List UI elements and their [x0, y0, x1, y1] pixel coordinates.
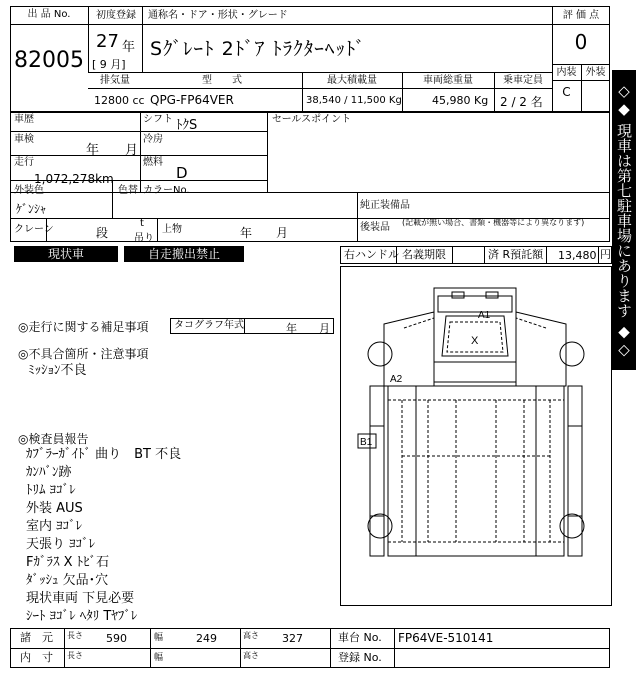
steering: 右ハンドル — [344, 248, 399, 261]
aftermarket-label: 後装品 — [360, 222, 390, 233]
inspector-line: ﾄﾘﾑ ﾖｺﾞﾚ — [26, 483, 76, 498]
divider — [330, 628, 331, 668]
height-label: 高さ — [243, 651, 259, 660]
divider — [157, 218, 158, 242]
divider — [88, 88, 552, 89]
capacity-label: 乗車定員 — [503, 75, 543, 86]
color-value: ｹﾞﾝｼｬ — [16, 202, 47, 216]
divider — [10, 192, 610, 193]
divider — [396, 246, 397, 264]
tacho-label: タコグラフ年式 — [174, 320, 244, 331]
inspector-line: ｶﾌﾞﾗｰｶﾞｲﾄﾞ 曲り BT 不良 — [26, 447, 182, 462]
inspector-line: ｼｰﾄ ﾖｺﾞﾚ ﾍﾀﾘ Tﾔﾌﾞﾚ — [26, 609, 138, 624]
width-value: 249 — [196, 632, 217, 645]
reg-no-label: 登録 No. — [338, 651, 382, 664]
divider — [88, 24, 552, 25]
fuel-label: 燃料 — [143, 157, 163, 168]
gross-weight: 45,980 Kg — [432, 94, 489, 107]
interior-grade: C — [562, 85, 571, 99]
length-label: 長さ — [67, 651, 83, 660]
divider — [112, 180, 113, 218]
divider — [88, 72, 552, 73]
mileage-value: 1,072,278km — [34, 172, 114, 186]
divider — [64, 628, 65, 668]
length-label: 長さ — [67, 631, 83, 640]
crane-stage: 段 — [96, 226, 109, 240]
inspector-line: ｶﾝﾊﾞﾝ跡 — [26, 465, 72, 480]
chassis-value: FP64VE-510141 — [398, 631, 494, 645]
no-self-drive-badge: 自走搬出禁止 — [124, 246, 244, 262]
shift-label: シフト — [143, 114, 173, 125]
height-value: 327 — [282, 632, 303, 645]
inspector-line: 外装 AUS — [26, 501, 83, 516]
divider — [240, 628, 241, 668]
max-load: 38,540 / 11,500 Kg — [306, 95, 402, 106]
inspector-line: ﾀﾞｯｼｭ 欠品･穴 — [26, 573, 109, 588]
name-change-deadline: 名義期限 — [402, 248, 446, 261]
diagram-mark-a2: A2 — [390, 374, 403, 385]
divider — [546, 246, 547, 264]
crane-hang: 吊り — [134, 233, 154, 244]
displacement-label: 排気量 — [100, 75, 130, 86]
type-label: 型 式 — [202, 75, 242, 86]
aftermarket-note: (記載が無い場合、書類・機器等により異なります) — [402, 218, 585, 227]
inspector-line: 現状車両 下見必要 — [26, 591, 135, 606]
diagram-mark-a1: A1 — [478, 310, 491, 321]
fuel-value: D — [176, 164, 188, 182]
interior-label: 内装 — [556, 67, 577, 78]
chassis-label: 車台 No. — [338, 631, 382, 644]
defects-label: ◎不具合箇所・注意事項 — [18, 347, 149, 361]
lot-no-label: 出 品 No. — [27, 9, 71, 20]
recycle-label: 済 R預託額 — [488, 248, 544, 261]
type-value: QPG-FP64VER — [150, 93, 234, 107]
capacity: 2 / 2 名 — [500, 95, 543, 109]
current-car-badge: 現状車 — [14, 246, 118, 262]
color-change-label: 色替 — [118, 185, 138, 196]
sales-point-label: セールスポイント — [272, 114, 352, 125]
divider — [552, 80, 610, 81]
inspection-value: 年 月 — [86, 143, 139, 158]
divider — [10, 155, 267, 156]
first-reg-month: [ 9 月] — [92, 58, 126, 71]
inspector-line: 天張り ﾖｺﾞﾚ — [26, 537, 96, 552]
divider — [244, 318, 245, 334]
divider — [10, 24, 88, 25]
length-value: 590 — [106, 632, 127, 645]
inspector-line: 室内 ﾖｺﾞﾚ — [26, 519, 83, 534]
year-unit: 年 — [122, 40, 136, 55]
divider — [552, 24, 610, 25]
height-label: 高さ — [243, 631, 259, 640]
color-label: 外装色 — [14, 185, 44, 196]
divider — [484, 246, 485, 264]
inspection-label: 車検 — [14, 134, 34, 145]
genuine-equip-label: 純正装備品 — [360, 200, 410, 211]
truck-diagram — [340, 266, 612, 606]
inspector-line: Fｶﾞﾗｽ X ﾄﾋﾞ石 — [26, 555, 110, 570]
crane-ton: t — [140, 218, 144, 229]
grade-label: 評 価 点 — [562, 10, 600, 21]
divider — [10, 648, 610, 649]
lot-no: 82005 — [14, 48, 84, 73]
grade-value: 0 — [574, 30, 588, 54]
divider — [10, 131, 267, 132]
yen-label: 円 — [600, 248, 611, 261]
ac-label: 冷房 — [143, 134, 163, 145]
width-label: 幅 — [154, 653, 164, 663]
divider — [88, 6, 89, 72]
divider — [150, 628, 151, 668]
divider — [357, 192, 358, 242]
diagram-mark-b1: B1 — [360, 437, 373, 448]
crane-label: クレーン — [14, 224, 54, 235]
divider — [452, 246, 453, 264]
inspector-label: ◎検査員報告 — [18, 432, 89, 446]
mileage-label: 走行 — [14, 157, 34, 168]
model-label: 通称名・ドア・形状・グレード — [148, 10, 288, 21]
lift-value: 年 月 — [240, 226, 289, 240]
divider — [46, 218, 47, 242]
lift-label: 上物 — [162, 224, 182, 235]
location-banner: ◇◆ 現車は第七駐車場にあります ◆◇ — [612, 70, 636, 370]
inner-label: 内 寸 — [20, 651, 53, 664]
divider — [142, 6, 143, 72]
model-name: Sｸﾞﾚｰﾄ 2ﾄﾞｱ ﾄﾗｸﾀｰﾍｯﾄﾞ — [150, 38, 366, 60]
divider — [581, 64, 582, 112]
divider — [10, 180, 267, 181]
width-label: 幅 — [154, 633, 164, 643]
gross-weight-label: 車両総重量 — [423, 75, 473, 86]
first-reg-year: 27 — [96, 31, 119, 52]
divider — [598, 246, 599, 264]
driving-notes-label: ◎走行に関する補足事項 — [18, 320, 149, 334]
max-load-label: 最大積載量 — [327, 75, 377, 86]
divider — [394, 628, 395, 668]
first-reg-label: 初度登録 — [96, 10, 136, 21]
color-no-label: カラーNo. — [143, 185, 190, 196]
recycle-amount: 13,480 — [558, 249, 597, 262]
defect-line: ﾐｯｼｮﾝ不良 — [28, 363, 87, 378]
history-label: 車歴 — [14, 114, 34, 125]
shopoh-label: 諸 元 — [20, 631, 53, 644]
exterior-label: 外装 — [585, 67, 606, 78]
divider — [267, 112, 268, 192]
diagram-mark-x: X — [471, 335, 479, 347]
displacement: 12800 cc — [94, 94, 145, 107]
shift-value: ﾄｸS — [176, 118, 198, 133]
tacho-value: 年 月 — [286, 322, 330, 335]
